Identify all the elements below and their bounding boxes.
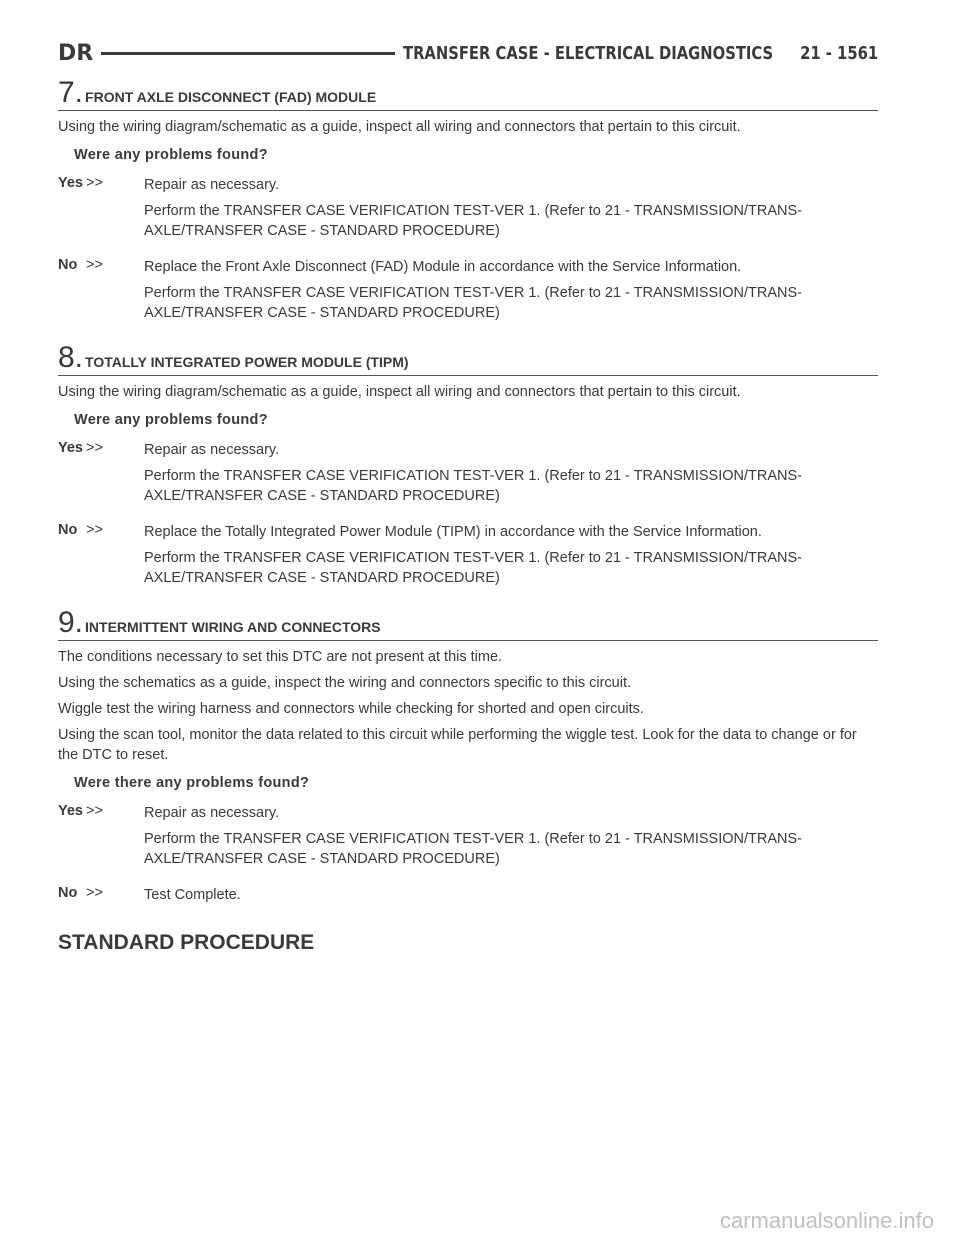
step-paragraph: Using the wiring diagram/schematic as a guide, inspect all wiring and connectors that pertain to this circuit. <box>58 384 741 400</box>
step-heading <box>58 343 878 376</box>
answer-arrow: >> <box>86 175 103 191</box>
answer-label: Yes <box>58 803 83 819</box>
answer-line: Replace the Totally Integrated Power Module (TIPM) in accordance with the Service Information. <box>144 524 762 540</box>
answer-line: Repair as necessary. <box>144 442 280 458</box>
step-9 <box>58 608 878 911</box>
answer-line: Repair as necessary. <box>144 177 280 193</box>
answer-label: Yes <box>58 440 83 456</box>
answer-line: Perform the TRANSFER CASE VERIFICATION TEST-VER 1. (Refer to 21 - TRANSMISSION/TRANS-AXLE/TRANSFER CASE - STANDARD PROCEDURE) <box>144 285 803 321</box>
answer-arrow: >> <box>86 522 103 538</box>
step-question: Were there any problems found? <box>74 775 310 791</box>
step-title: TOTALLY INTEGRATED POWER MODULE (TIPM) <box>85 354 409 370</box>
step-number: 9. <box>58 606 84 639</box>
answer-body <box>144 520 878 594</box>
answer-line: Perform the TRANSFER CASE VERIFICATION TEST-VER 1. (Refer to 21 - TRANSMISSION/TRANS-AXLE/TRANSFER CASE - STANDARD PROCEDURE) <box>144 550 803 586</box>
answer-line: Test Complete. <box>144 887 241 903</box>
step-number: 7. <box>58 76 84 109</box>
step-paragraph: Using the schematics as a guide, inspect the wiring and connectors specific to this circuit. <box>58 675 632 691</box>
answer-arrow: >> <box>86 440 103 456</box>
answer-arrow: >> <box>86 885 103 901</box>
answer-line: Perform the TRANSFER CASE VERIFICATION TEST-VER 1. (Refer to 21 - TRANSMISSION/TRANS-AXLE/TRANSFER CASE - STANDARD PROCEDURE) <box>144 468 803 504</box>
step-paragraph: Using the scan tool, monitor the data related to this circuit while performing the wiggle test. Look for the data to change or for the DTC to reset. <box>58 727 857 763</box>
page-header <box>58 38 878 68</box>
answer-body <box>144 438 878 512</box>
step-paragraph: The conditions necessary to set this DTC are not present at this time. <box>58 649 503 665</box>
step-heading <box>58 78 878 111</box>
step-paragraph: Wiggle test the wiring harness and connectors while checking for shorted and open circuits. <box>58 701 644 717</box>
step-title: INTERMITTENT WIRING AND CONNECTORS <box>85 619 381 635</box>
header-model-code: DR <box>58 40 94 66</box>
watermark-text: carmanualsonline.info <box>719 1208 934 1233</box>
step-question: Were any problems found? <box>74 412 268 428</box>
answer-body <box>144 173 878 247</box>
answer-yes <box>58 801 878 875</box>
page-content <box>58 78 878 953</box>
answer-line: Replace the Front Axle Disconnect (FAD) Module in accordance with the Service Information. <box>144 259 742 275</box>
header-page-number: 21 - 1561 <box>800 42 879 64</box>
step-paragraph: Using the wiring diagram/schematic as a guide, inspect all wiring and connectors that pertain to this circuit. <box>58 119 741 135</box>
answer-line: Perform the TRANSFER CASE VERIFICATION TEST-VER 1. (Refer to 21 - TRANSMISSION/TRANS-AXLE/TRANSFER CASE - STANDARD PROCEDURE) <box>144 203 803 239</box>
answer-yes <box>58 173 878 247</box>
section-heading: STANDARD PROCEDURE <box>58 931 315 954</box>
answer-label: No <box>58 257 78 273</box>
answer-label: Yes <box>58 175 83 191</box>
answer-no <box>58 883 878 911</box>
answer-no <box>58 255 878 329</box>
header-rule <box>101 52 395 55</box>
step-8 <box>58 343 878 594</box>
answer-arrow: >> <box>86 257 103 273</box>
answer-line: Repair as necessary. <box>144 805 280 821</box>
answer-no <box>58 520 878 594</box>
step-7 <box>58 78 878 329</box>
answer-body <box>144 883 878 911</box>
answer-body <box>144 255 878 329</box>
answer-label: No <box>58 522 78 538</box>
step-question: Were any problems found? <box>74 147 268 163</box>
answer-yes <box>58 438 878 512</box>
answer-line: Perform the TRANSFER CASE VERIFICATION TEST-VER 1. (Refer to 21 - TRANSMISSION/TRANS-AXLE/TRANSFER CASE - STANDARD PROCEDURE) <box>144 831 803 867</box>
answer-body <box>144 801 878 875</box>
header-title: TRANSFER CASE - ELECTRICAL DIAGNOSTICS <box>403 42 774 64</box>
step-title: FRONT AXLE DISCONNECT (FAD) MODULE <box>85 89 377 105</box>
step-heading <box>58 608 878 641</box>
step-number: 8. <box>58 341 84 374</box>
answer-label: No <box>58 885 78 901</box>
answer-arrow: >> <box>86 803 103 819</box>
